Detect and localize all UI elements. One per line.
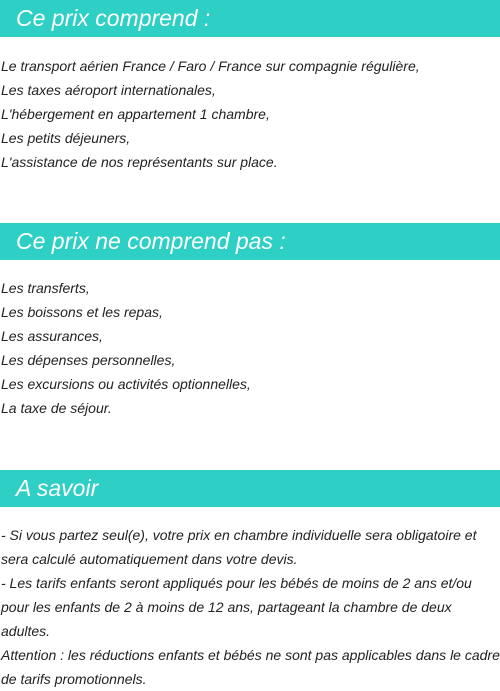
list-item: Les petits déjeuners, xyxy=(1,130,131,146)
list-item: Les excursions ou activités optionnelles, xyxy=(1,376,251,392)
list-item: Les transferts, xyxy=(1,280,90,296)
section-header-included xyxy=(0,0,500,37)
section-header-not-included xyxy=(0,223,500,260)
section-title-good-to-know: A savoir xyxy=(16,475,99,501)
not-included-list xyxy=(0,276,500,420)
list-item: Les assurances, xyxy=(1,328,103,344)
note-item: Attention : les réductions enfants et bébés ne sont pas applicables dans le cadre de tarifs promotionnels. xyxy=(1,647,500,687)
good-to-know-list xyxy=(0,523,500,691)
list-item: Le transport aérien France / Faro / France sur compagnie régulière, xyxy=(1,58,420,74)
list-item: Les dépenses personnelles, xyxy=(1,352,176,368)
list-item: Les boissons et les repas, xyxy=(1,304,163,320)
section-title-included: Ce prix comprend : xyxy=(16,5,211,31)
note-item: - Les tarifs enfants seront appliqués pour les bébés de moins de 2 ans et/ou pour les enfants de 2 à moins de 12 ans, partageant la chambre de deux adultes. xyxy=(1,575,472,639)
section-header-good-to-know xyxy=(0,470,500,507)
section-title-not-included: Ce prix ne comprend pas : xyxy=(16,228,286,254)
list-item: L'hébergement en appartement 1 chambre, xyxy=(1,106,270,122)
list-item: L'assistance de nos représentants sur place. xyxy=(1,154,278,170)
note-item: - Si vous partez seul(e), votre prix en chambre individuelle sera obligatoire et sera calculé automatiquement dans votre devis. xyxy=(1,527,477,567)
list-item: La taxe de séjour. xyxy=(1,400,112,416)
included-list xyxy=(0,54,500,174)
list-item: Les taxes aéroport internationales, xyxy=(1,82,216,98)
